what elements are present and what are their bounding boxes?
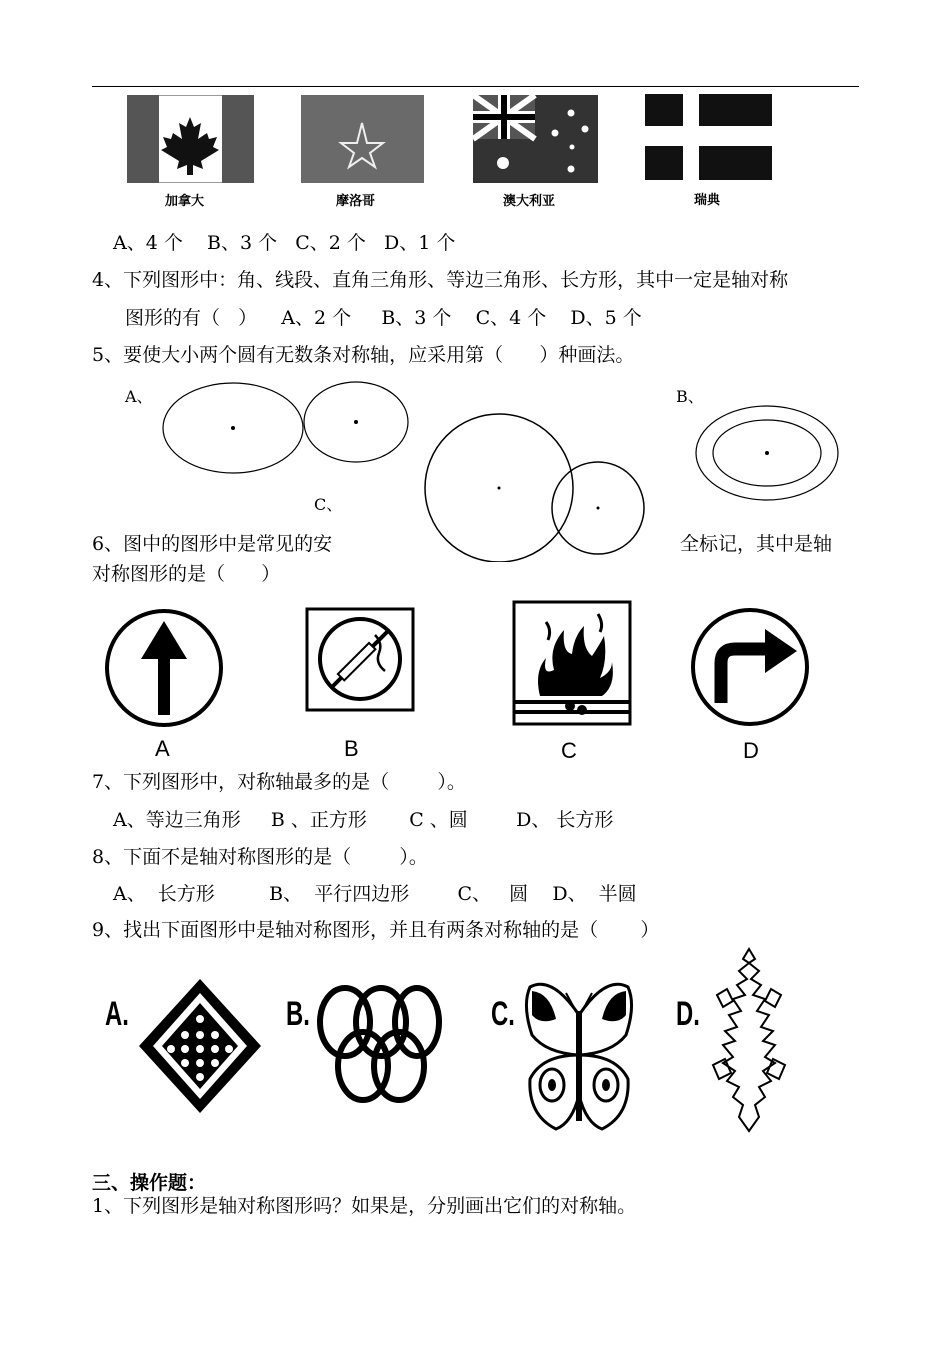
sweden-flag-icon xyxy=(645,94,772,180)
top-rule xyxy=(92,86,859,87)
section3-heading: 三、操作题： xyxy=(92,1172,207,1194)
option-a-circles-figure xyxy=(160,380,412,482)
flag-caption-morocco: 摩洛哥 xyxy=(336,194,376,209)
australia-flag-icon xyxy=(473,95,598,183)
q6-text-left: 6、图中的图形中是常见的安 xyxy=(92,533,333,555)
q8-options: A、 长方形 B、 平行四边形 C、 圆 D、 半圆 xyxy=(113,883,637,905)
q6-text-right: 全标记，其中是轴 xyxy=(680,533,833,555)
q6-label-a: A xyxy=(155,736,170,761)
q8-text: 8、下面不是轴对称图形的是（ ）。 xyxy=(92,846,428,868)
q6-label-d: D xyxy=(743,738,759,763)
olympic-rings-figure xyxy=(313,980,443,1108)
flag-caption-australia: 澳大利亚 xyxy=(503,194,556,209)
morocco-flag-icon xyxy=(301,95,424,183)
q5-label-b: B、 xyxy=(676,387,704,406)
q7-text: 7、下列图形中，对称轴最多的是（ ）。 xyxy=(92,771,466,793)
option-b-concentric-circles-figure xyxy=(694,404,842,504)
canada-flag-icon xyxy=(127,95,254,183)
q3-options: A、4 个 B、3 个 C、2 个 D、1 个 xyxy=(113,232,456,254)
q4-text: 4、下列图形中：角、线段、直角三角形、等边三角形、长方形，其中一定是轴对称 xyxy=(92,269,789,291)
q9-label-b: B. xyxy=(286,995,310,1033)
snowflake-figure xyxy=(703,945,795,1137)
q9-text: 9、找出下面图形中是轴对称图形，并且有两条对称轴的是（ ） xyxy=(92,919,660,941)
q5-text: 5、要使大小两个圆有无数条对称轴，应采用第（ ）种画法。 xyxy=(92,344,635,366)
endless-knot-figure xyxy=(135,975,265,1117)
flag-caption-canada: 加拿大 xyxy=(165,194,205,209)
q9-label-d: D. xyxy=(676,995,700,1033)
q5-label-c: C、 xyxy=(314,495,343,514)
q9-label-a: A. xyxy=(105,995,129,1033)
q5-label-a: A、 xyxy=(125,387,153,406)
q6-label-b: B xyxy=(344,736,359,761)
no-smoking-sign-icon xyxy=(305,607,415,712)
q6-label-c: C xyxy=(561,738,577,763)
section3-q1: 1、下列图形是轴对称图形吗？如果是，分别画出它们的对称轴。 xyxy=(92,1195,637,1217)
arrow-up-sign-icon xyxy=(103,607,225,729)
butterfly-figure xyxy=(522,975,636,1135)
turn-right-sign-icon xyxy=(689,605,811,729)
option-c-overlapping-circles-figure xyxy=(420,410,650,562)
flag-caption-sweden: 瑞典 xyxy=(694,193,721,208)
q7-options: A、等边三角形 B 、正方形 C 、圆 D、 长方形 xyxy=(113,809,614,831)
q6-text-line2: 对称图形的是（ ） xyxy=(92,563,281,585)
q4-options: 图形的有（ ） A、2 个 B、3 个 C、4 个 D、5 个 xyxy=(125,307,642,329)
q9-label-c: C. xyxy=(491,995,515,1033)
fire-hazard-sign-icon xyxy=(512,600,632,726)
